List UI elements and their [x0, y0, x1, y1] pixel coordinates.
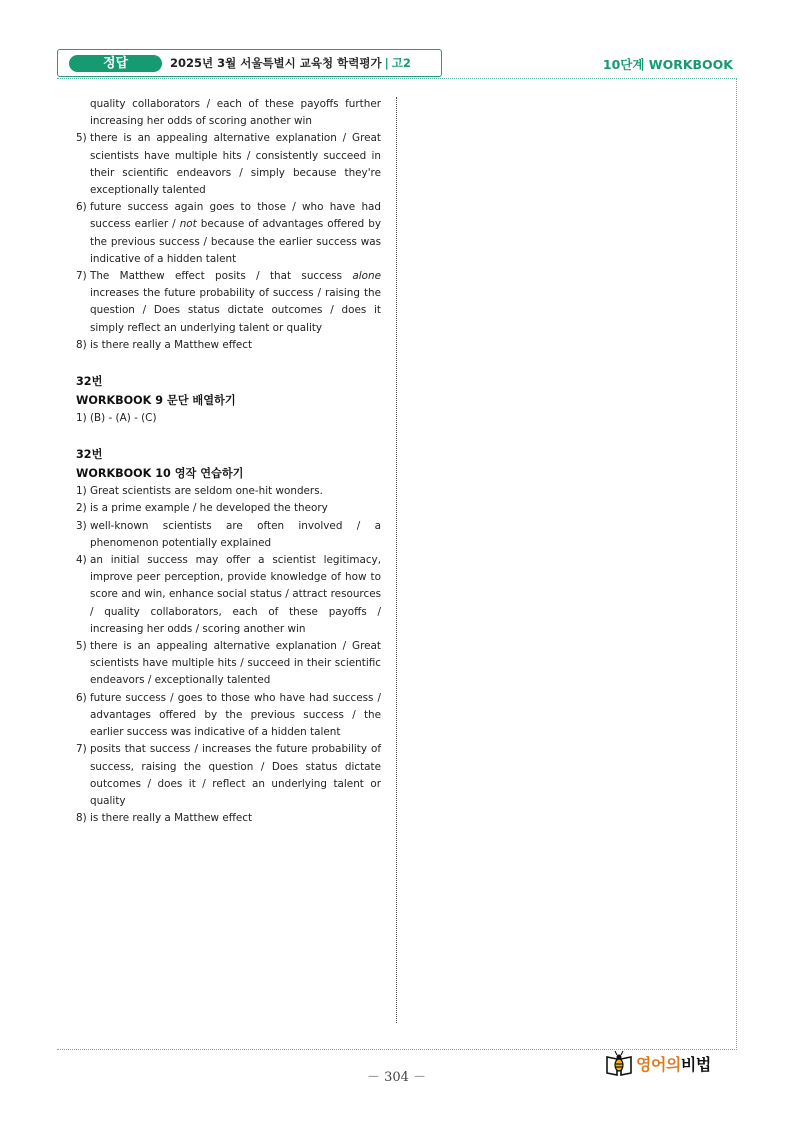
section9-number: 32번: [76, 375, 103, 389]
section10-list: [76, 483, 381, 827]
page-number: － 304 －: [366, 1070, 427, 1085]
list-item: quality collaborators / each of these payoffs further increasing her odds of scoring another win: [90, 98, 381, 128]
header-box: [57, 49, 442, 77]
header-title: [170, 54, 411, 73]
grade-label: 고2: [391, 56, 411, 70]
logo-wordmark: 영어의비법: [636, 1054, 711, 1074]
list-item: 8) is there really a Matthew effect: [76, 338, 253, 351]
list-item: 7) The Matthew effect posits / that success alone increases the future probability of success / raising the question / Does status dictate outcomes / does it simply reflect an underlying talent or quality: [76, 270, 381, 334]
list-item: 1) Great scientists are seldom one-hit wonders.: [76, 485, 323, 498]
workbook-label: 10단계 WORKBOOK: [602, 57, 733, 72]
list-item: 6) future success again goes to those / who have had success earlier / not because of advantages offered by the previous success / because the earlier success was indicative of a hidden talent: [76, 201, 381, 265]
list-item: 3) well-known scientists are often involved / a phenomenon potentially explained: [76, 519, 381, 549]
section9-answer: 1) (B) - (A) - (C): [76, 412, 157, 425]
list-item: 6) future success / goes to those who have had success / advantages offered by the previous success / the earlier success was indicative of a hidden talent: [76, 691, 381, 739]
column-divider: [396, 97, 397, 1023]
list-item: 8) is there really a Matthew effect: [76, 812, 253, 825]
list-item: 2) is a prime example / he developed the theory: [76, 502, 328, 515]
section9-title: WORKBOOK 9 문단 배열하기: [76, 394, 236, 408]
answer-pill: 정답: [69, 55, 162, 72]
list-item: 5) there is an appealing alternative explanation / Great scientists have multiple hits / succeed in their scientific endeavors / exceptionally talented: [76, 640, 381, 687]
section10-number: 32번: [76, 448, 103, 462]
bee-book-icon: [604, 1048, 634, 1078]
exam-title: 2025년 3월 서울특별시 교육청 학력평가: [170, 56, 382, 70]
left-column: [76, 96, 381, 827]
list-item: 7) posits that success / increases the future probability of success, raising the question / Does status dictate outcomes / does it / reflect an underlying talent or quality: [76, 743, 381, 807]
header-separator: |: [384, 56, 389, 70]
list-item: 4) an initial success may offer a scientist legitimacy, improve peer perception, provide knowledge of how to score and win, enhance social status / attract resources / quality collaborators, each of these payoffs / increasing her odds / scoring another win: [76, 554, 381, 635]
list-item: 5) there is an appealing alternative explanation / Great scientists have multiple hits / consistently succeed in their scientific endeavors / simply because they're exceptionally talented: [76, 132, 381, 197]
section10-title: WORKBOOK 10 영작 연습하기: [76, 467, 244, 481]
brand-logo: [604, 1048, 711, 1078]
